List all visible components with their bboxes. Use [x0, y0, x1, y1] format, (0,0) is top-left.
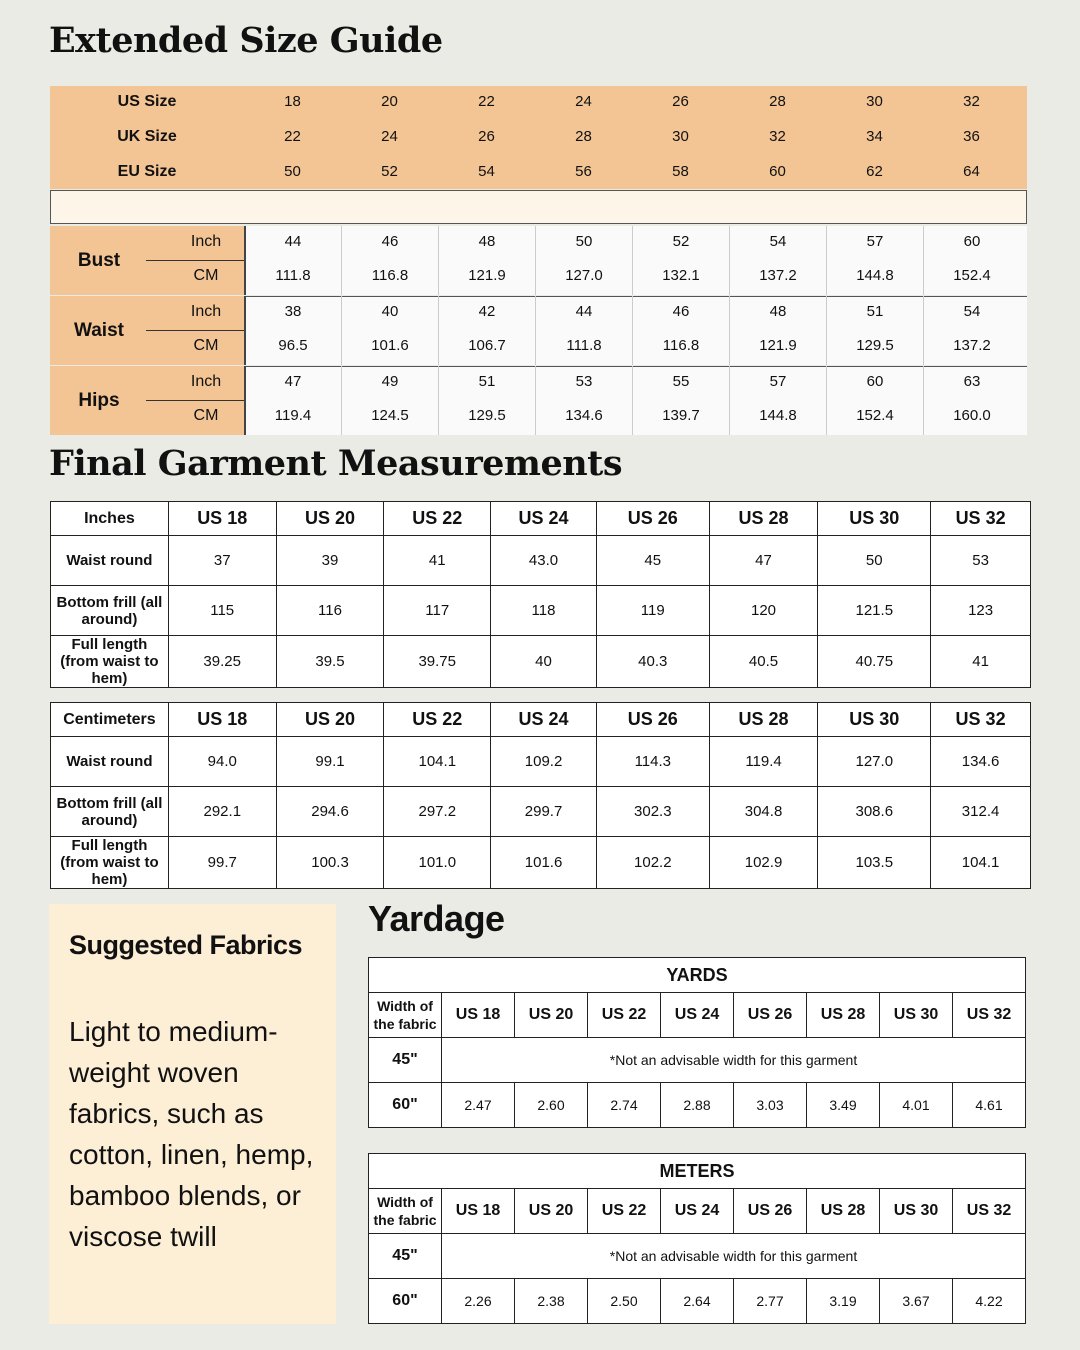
inch-value: 40 — [381, 303, 399, 320]
yardage-value: 3.49 — [807, 1083, 880, 1128]
size-conversion-header — [50, 86, 1027, 189]
size-value: 30 — [866, 93, 883, 110]
yardage-value: 3.03 — [734, 1083, 807, 1128]
page-title-extended-size-guide: Extended Size Guide — [49, 20, 443, 61]
yardage-value: 2.47 — [442, 1083, 515, 1128]
yardage-value: 2.74 — [588, 1083, 661, 1128]
unit-label-cm: CM — [193, 267, 219, 284]
unit-divider — [146, 400, 244, 401]
width-60-label: 60" — [369, 1279, 442, 1324]
size-header: US 18 — [442, 1189, 515, 1234]
size-header: US 26 — [734, 993, 807, 1038]
table-row — [51, 787, 1031, 837]
yardage-yards-table — [368, 957, 1026, 1128]
unit-title: YARDS — [369, 958, 1026, 993]
cm-value: 144.8 — [759, 407, 797, 424]
cm-value: 111.8 — [566, 337, 602, 354]
inch-value: 46 — [381, 233, 399, 250]
row-label: Waist round — [51, 737, 169, 787]
yardage-meters-table — [368, 1153, 1026, 1324]
size-value: 28 — [575, 128, 592, 145]
size-header: US 28 — [709, 502, 818, 536]
inch-value: 60 — [963, 233, 981, 250]
table-cell: 294.6 — [276, 787, 384, 837]
size-header-row — [369, 1189, 1026, 1234]
cm-value: 101.6 — [371, 337, 409, 354]
unit-divider — [146, 330, 244, 331]
cm-value: 160.0 — [953, 407, 991, 424]
table-cell: 114.3 — [596, 737, 709, 787]
inch-value: 44 — [575, 303, 593, 320]
inch-value: 51 — [866, 303, 884, 320]
size-value: 22 — [284, 128, 301, 145]
size-value: 28 — [769, 93, 786, 110]
measurement-name: Waist — [74, 319, 124, 341]
width-of-fabric-header: Width of the fabric — [369, 1189, 442, 1234]
cm-value: 106.7 — [468, 337, 506, 354]
block-divider — [246, 296, 1027, 297]
inch-value: 60 — [866, 373, 884, 390]
measurement-name: Bust — [77, 249, 121, 271]
unit-label-inch: Inch — [190, 233, 222, 250]
suggested-fabrics-panel — [49, 904, 336, 1324]
table-cell: 120 — [709, 586, 818, 636]
size-header: US 22 — [588, 1189, 661, 1234]
size-value: 24 — [575, 93, 592, 110]
measurement-values — [244, 226, 1027, 295]
unit-title: METERS — [369, 1154, 1026, 1189]
size-header: US 22 — [384, 502, 491, 536]
yardage-value: 2.50 — [588, 1279, 661, 1324]
table-cell: 101.6 — [491, 837, 597, 889]
measurement-name: Hips — [78, 389, 120, 411]
suggested-fabrics-text: Light to medium-weight woven fabrics, such as cotton, linen, hemp, bamboo blends, or viscose twill — [69, 1016, 314, 1252]
unit-title-row — [369, 958, 1026, 993]
size-header: US 28 — [807, 1189, 880, 1234]
measurement-values — [244, 366, 1027, 435]
size-value: 20 — [381, 93, 398, 110]
cm-value: 134.6 — [565, 407, 603, 424]
unit-label-cm: CM — [193, 407, 219, 424]
inch-value: 51 — [478, 373, 496, 390]
table-cell: 119 — [596, 586, 709, 636]
row-label: Bottom frill (all around) — [51, 787, 169, 837]
inch-value: 55 — [672, 373, 690, 390]
inch-value: 63 — [963, 373, 981, 390]
inch-value: 50 — [575, 233, 593, 250]
size-value: 32 — [963, 93, 980, 110]
table-row — [51, 586, 1031, 636]
cm-value: 119.4 — [274, 407, 312, 424]
cm-value: 121.9 — [759, 337, 797, 354]
cm-value: 132.1 — [662, 267, 700, 284]
yardage-value: 2.64 — [661, 1279, 734, 1324]
size-header: US 22 — [384, 703, 491, 737]
size-header: US 20 — [276, 502, 384, 536]
table-cell: 103.5 — [818, 837, 931, 889]
inch-value: 57 — [769, 373, 787, 390]
table-cell: 50 — [818, 536, 931, 586]
cm-value: 127.0 — [565, 267, 603, 284]
table-cell: 40.3 — [596, 636, 709, 688]
width-45-row — [369, 1038, 1026, 1083]
yardage-value: 4.01 — [880, 1083, 953, 1128]
yardage-value: 4.22 — [953, 1279, 1026, 1324]
table-row — [51, 636, 1031, 688]
size-header: US 32 — [953, 993, 1026, 1038]
size-value: 36 — [963, 128, 980, 145]
table-cell: 312.4 — [931, 787, 1031, 837]
table-cell: 102.2 — [596, 837, 709, 889]
yardage-value: 4.61 — [953, 1083, 1026, 1128]
width-60-row — [369, 1083, 1026, 1128]
unit-label-inch: Inch — [190, 303, 222, 320]
size-header: US 26 — [596, 502, 709, 536]
size-value: 50 — [284, 163, 301, 180]
width-45-note: *Not an advisable width for this garment — [442, 1038, 1026, 1083]
inch-value: 47 — [284, 373, 302, 390]
measurement-block-hips — [50, 366, 1027, 435]
size-value: 24 — [381, 128, 398, 145]
table-cell: 297.2 — [384, 787, 491, 837]
table-cell: 102.9 — [709, 837, 818, 889]
table-row — [51, 837, 1031, 889]
cm-value: 152.4 — [953, 267, 991, 284]
size-header: US 24 — [661, 993, 734, 1038]
size-header: US 26 — [596, 703, 709, 737]
table-cell: 53 — [931, 536, 1031, 586]
cm-value: 137.2 — [953, 337, 991, 354]
table-cell: 119.4 — [709, 737, 818, 787]
table-cell: 101.0 — [384, 837, 491, 889]
table-cell: 40.75 — [818, 636, 931, 688]
size-row-label: EU Size — [117, 163, 177, 180]
table-cell: 123 — [931, 586, 1031, 636]
size-header: US 18 — [442, 993, 515, 1038]
inch-value: 57 — [866, 233, 884, 250]
table-cell: 127.0 — [818, 737, 931, 787]
section-title-final-garment: Final Garment Measurements — [49, 443, 623, 484]
table-header-row — [51, 703, 1031, 737]
unit-label-cm: CM — [193, 337, 219, 354]
size-value: 30 — [672, 128, 689, 145]
size-header: US 30 — [880, 993, 953, 1038]
measurement-block-waist — [50, 296, 1027, 365]
unit-label-inch: Inch — [190, 373, 222, 390]
yardage-value: 3.19 — [807, 1279, 880, 1324]
size-value: 56 — [575, 163, 592, 180]
unit-divider — [146, 260, 244, 261]
table-cell: 37 — [168, 536, 276, 586]
width-45-row — [369, 1234, 1026, 1279]
size-value: 22 — [478, 93, 495, 110]
size-header: US 32 — [931, 502, 1031, 536]
width-60-label: 60" — [369, 1083, 442, 1128]
size-value: 32 — [769, 128, 786, 145]
table-cell: 94.0 — [168, 737, 276, 787]
yardage-value: 3.67 — [880, 1279, 953, 1324]
table-cell: 99.1 — [276, 737, 384, 787]
table-cell: 39.5 — [276, 636, 384, 688]
table-cell: 41 — [384, 536, 491, 586]
table-cell: 43.0 — [491, 536, 597, 586]
size-value: 26 — [672, 93, 689, 110]
size-value: 54 — [478, 163, 495, 180]
size-value: 62 — [866, 163, 883, 180]
size-header: US 30 — [818, 502, 931, 536]
table-cell: 99.7 — [168, 837, 276, 889]
table-cell: 39.75 — [384, 636, 491, 688]
table-header-row — [51, 502, 1031, 536]
width-45-note: *Not an advisable width for this garment — [442, 1234, 1026, 1279]
unit-title-row — [369, 1154, 1026, 1189]
cm-value: 137.2 — [759, 267, 797, 284]
table-cell: 308.6 — [818, 787, 931, 837]
table-cell: 302.3 — [596, 787, 709, 837]
size-header-row — [369, 993, 1026, 1038]
table-cell: 41 — [931, 636, 1031, 688]
table-cell: 304.8 — [709, 787, 818, 837]
yardage-value: 2.88 — [661, 1083, 734, 1128]
size-header: US 32 — [953, 1189, 1026, 1234]
size-header: US 28 — [709, 703, 818, 737]
measurement-values — [244, 296, 1027, 365]
inch-value: 38 — [284, 303, 302, 320]
inch-value: 44 — [284, 233, 302, 250]
table-cell: 104.1 — [384, 737, 491, 787]
row-label: Full length (from waist to hem) — [51, 636, 169, 688]
cm-value: 124.5 — [371, 407, 409, 424]
size-header: US 18 — [168, 703, 276, 737]
unit-header: Inches — [51, 502, 169, 536]
row-label: Full length (from waist to hem) — [51, 837, 169, 889]
table-row — [51, 737, 1031, 787]
table-cell: 299.7 — [491, 787, 597, 837]
width-60-row — [369, 1279, 1026, 1324]
size-value: 26 — [478, 128, 495, 145]
table-cell: 40 — [491, 636, 597, 688]
final-garment-inches-table — [50, 501, 1031, 688]
size-value: 34 — [866, 128, 883, 145]
cm-value: 129.5 — [856, 337, 894, 354]
size-row-label: US Size — [117, 93, 177, 110]
width-45-label: 45" — [369, 1038, 442, 1083]
inch-value: 48 — [478, 233, 496, 250]
table-cell: 121.5 — [818, 586, 931, 636]
table-cell: 109.2 — [491, 737, 597, 787]
size-header: US 18 — [168, 502, 276, 536]
yardage-value: 2.26 — [442, 1279, 515, 1324]
cm-value: 139.7 — [662, 407, 700, 424]
table-cell: 117 — [384, 586, 491, 636]
table-cell: 118 — [491, 586, 597, 636]
cm-value: 96.5 — [278, 337, 308, 354]
cm-value: 116.8 — [371, 267, 409, 284]
yardage-value: 2.38 — [515, 1279, 588, 1324]
cm-value: 129.5 — [468, 407, 506, 424]
final-garment-centimeters-table — [50, 702, 1031, 889]
size-value: 64 — [963, 163, 980, 180]
inch-value: 42 — [478, 303, 496, 320]
block-divider — [246, 366, 1027, 367]
unit-header: Centimeters — [51, 703, 169, 737]
table-cell: 116 — [276, 586, 384, 636]
width-45-label: 45" — [369, 1234, 442, 1279]
size-value: 18 — [284, 93, 301, 110]
table-cell: 115 — [168, 586, 276, 636]
inch-value: 52 — [672, 233, 690, 250]
size-header: US 24 — [661, 1189, 734, 1234]
size-header: US 30 — [880, 1189, 953, 1234]
inch-value: 49 — [381, 373, 399, 390]
size-value: 52 — [381, 163, 398, 180]
cm-value: 144.8 — [856, 267, 894, 284]
size-header: US 22 — [588, 993, 661, 1038]
size-value: 58 — [672, 163, 689, 180]
section-title-yardage: Yardage — [368, 898, 505, 939]
width-of-fabric-header: Width of the fabric — [369, 993, 442, 1038]
inch-value: 48 — [769, 303, 787, 320]
size-header: US 24 — [491, 703, 597, 737]
size-header: US 20 — [515, 1189, 588, 1234]
measurement-block-bust — [50, 226, 1027, 295]
inch-value: 54 — [769, 233, 787, 250]
size-header: US 20 — [276, 703, 384, 737]
size-header: US 26 — [734, 1189, 807, 1234]
table-cell: 40.5 — [709, 636, 818, 688]
size-header: US 28 — [807, 993, 880, 1038]
size-header: US 24 — [491, 502, 597, 536]
size-guide-divider-row — [50, 190, 1027, 224]
table-row — [51, 536, 1031, 586]
row-label: Bottom frill (all around) — [51, 586, 169, 636]
size-value: 60 — [769, 163, 786, 180]
row-label: Waist round — [51, 536, 169, 586]
table-cell: 292.1 — [168, 787, 276, 837]
cm-value: 152.4 — [856, 407, 894, 424]
cm-value: 116.8 — [662, 337, 700, 354]
table-cell: 39.25 — [168, 636, 276, 688]
yardage-value: 2.77 — [734, 1279, 807, 1324]
yardage-value: 2.60 — [515, 1083, 588, 1128]
size-header: US 20 — [515, 993, 588, 1038]
size-row-label: UK Size — [117, 128, 177, 145]
table-cell: 134.6 — [931, 737, 1031, 787]
size-header: US 30 — [818, 703, 931, 737]
cm-value: 111.8 — [275, 267, 311, 284]
table-cell: 100.3 — [276, 837, 384, 889]
table-cell: 39 — [276, 536, 384, 586]
table-cell: 104.1 — [931, 837, 1031, 889]
cm-value: 121.9 — [468, 267, 506, 284]
inch-value: 54 — [963, 303, 981, 320]
inch-value: 46 — [672, 303, 690, 320]
size-header: US 32 — [931, 703, 1031, 737]
table-cell: 45 — [596, 536, 709, 586]
suggested-fabrics-title: Suggested Fabrics — [69, 930, 303, 960]
inch-value: 53 — [575, 373, 593, 390]
table-cell: 47 — [709, 536, 818, 586]
